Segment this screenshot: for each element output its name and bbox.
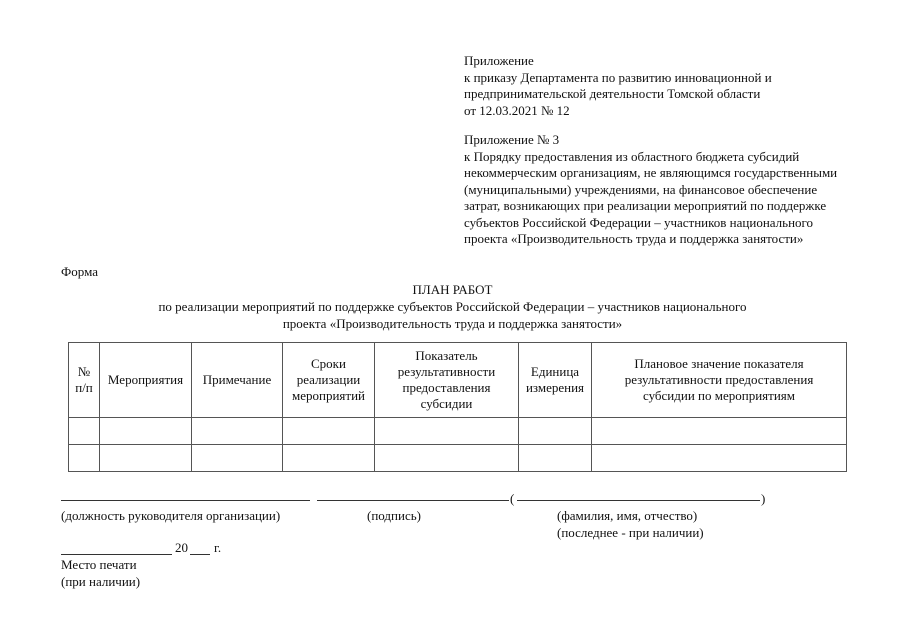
header-text-line: субсидии xyxy=(420,396,473,411)
stamp-label: Место печати xyxy=(61,557,137,572)
annex-block xyxy=(464,132,837,248)
table-cell[interactable] xyxy=(69,445,100,472)
approval-line: предпринимательской деятельности Томской области xyxy=(464,86,761,101)
date-day-month-line xyxy=(61,554,172,555)
plan-title: ПЛАН РАБОТ xyxy=(412,282,493,297)
table-header-row xyxy=(69,343,847,418)
header-text-line: измерения xyxy=(525,380,585,395)
table-header-col-unit xyxy=(519,343,592,418)
annex-line: затрат, возникающих при реализации мероприятий по поддержке xyxy=(464,198,827,213)
annex-line: Приложение № 3 xyxy=(464,132,560,147)
table-header-col-timing xyxy=(283,343,375,418)
table-cell[interactable] xyxy=(192,445,283,472)
annex-line: субъектов Российской Федерации – участников национального xyxy=(464,214,814,230)
approval-line: Приложение xyxy=(464,53,534,68)
approval-line: к приказу Департамента по развитию инновационной и xyxy=(464,69,772,85)
header-text-line: предоставления xyxy=(402,380,491,395)
name-line xyxy=(517,500,760,501)
table-cell[interactable] xyxy=(375,445,519,472)
table-cell[interactable] xyxy=(592,445,847,472)
approval-line: от 12.03.2021 № 12 xyxy=(464,102,570,118)
form-label: Форма xyxy=(61,264,98,279)
table-row xyxy=(69,418,847,445)
header-text-line: Плановое значение показателя xyxy=(634,356,804,371)
annex-line: некоммерческим организациям, не являющимся государственными xyxy=(464,165,838,180)
header-text-line: Показатель xyxy=(415,348,478,363)
table-header-col-activities xyxy=(100,343,192,418)
table-body xyxy=(69,418,847,472)
year-prefix: 20 xyxy=(175,540,188,555)
header-text-line: п/п xyxy=(75,380,93,395)
header-text-line: Примечание xyxy=(202,372,272,387)
plan-subtitle: проекта «Производительность труда и поддержка занятости» xyxy=(282,316,623,331)
header-text-line: Сроки xyxy=(311,356,346,371)
header-text-line: реализации xyxy=(296,372,361,387)
table-header-col-note xyxy=(192,343,283,418)
table-cell[interactable] xyxy=(100,418,192,445)
table-cell[interactable] xyxy=(69,418,100,445)
approval-block xyxy=(464,53,772,119)
table-cell[interactable] xyxy=(192,418,283,445)
name-note: (последнее - при наличии) xyxy=(557,525,704,540)
table-header-col-indicator xyxy=(375,343,519,418)
header-text-line: Мероприятия xyxy=(107,372,184,387)
header-text-line: результативности предоставления xyxy=(624,372,814,387)
header-text-line: субсидии по мероприятиям xyxy=(643,388,795,403)
table-cell[interactable] xyxy=(519,418,592,445)
plan-heading xyxy=(0,281,905,332)
year-line xyxy=(190,554,210,555)
annex-line: проекта «Производительность труда и поддержка занятости» xyxy=(464,231,804,246)
signature-caption: (подпись) xyxy=(367,508,421,523)
table-cell[interactable] xyxy=(100,445,192,472)
name-caption: (фамилия, имя, отчество) xyxy=(557,508,698,523)
table-cell[interactable] xyxy=(592,418,847,445)
annex-line: к Порядку предоставления из областного бюджета субсидий xyxy=(464,148,800,164)
signature-line xyxy=(317,500,509,501)
year-suffix: г. xyxy=(214,540,222,555)
plan-subtitle: по реализации мероприятий по поддержке субъектов Российской Федерации – участников национального xyxy=(158,299,747,314)
table-cell[interactable] xyxy=(283,445,375,472)
header-text-line: мероприятий xyxy=(292,388,365,403)
name-open-paren: ( xyxy=(510,491,515,506)
header-text-line: результативности xyxy=(397,364,496,379)
position-caption: (должность руководителя организации) xyxy=(61,508,281,523)
table-cell[interactable] xyxy=(375,418,519,445)
table-header-col-number xyxy=(69,343,100,418)
position-line xyxy=(61,500,310,501)
stamp-note: (при наличии) xyxy=(61,574,141,589)
table-cell[interactable] xyxy=(283,418,375,445)
table-row xyxy=(69,445,847,472)
header-text-line: Единица xyxy=(530,364,580,379)
plan-table xyxy=(68,342,847,472)
name-close-paren: ) xyxy=(761,491,766,506)
table-cell[interactable] xyxy=(519,445,592,472)
table-header-col-plan-value xyxy=(592,343,847,418)
annex-line: (муниципальными) учреждениями, на финансовое обеспечение xyxy=(464,181,818,197)
header-text-line: № xyxy=(77,364,91,379)
